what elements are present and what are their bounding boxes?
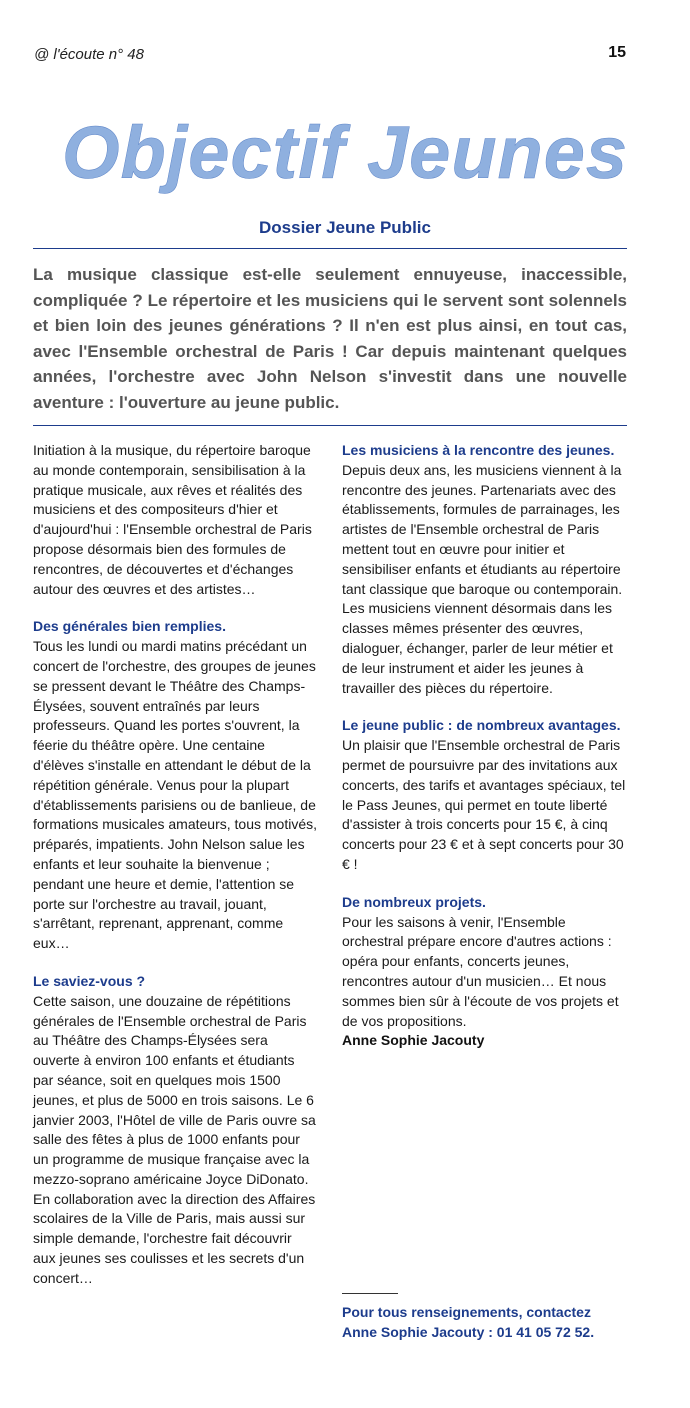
contact-line-1: Pour tous renseignements, contactez — [342, 1304, 591, 1320]
contact-rule — [342, 1293, 398, 1294]
paragraph-musiciens: Depuis deux ans, les musiciens viennent à la rencontre des jeunes. Partenariats avec des établissements, formules de parrainages, les artistes de l'Ensemble orchestral de Paris mettent tout en œuvre pour initier et sensibiliser enfants et étudiants au répertoire tant classique que baroque ou contemporain. Les musiciens viennent désormais dans les classes mêmes présenter des œuvres, dialoguer, échanger, parler de leur métier et de leur instrument et aider les jeunes à travailler des pièces du répertoire. — [342, 461, 623, 696]
right-column — [342, 441, 626, 1051]
paragraph-projets: Pour les saisons à venir, l'Ensemble orchestral prépare encore d'autres actions : opéra pour enfants, concerts jeunes, rencontres autour d'un musicien… Et nous sommes bien sûr à l'écoute de vos projets et de vos propositions. — [342, 913, 619, 1029]
heading-saviez-vous: Le saviez-vous ? — [33, 972, 146, 989]
article-title: Objectif Jeunes — [0, 110, 690, 195]
heading-projets: De nombreux projets. — [342, 893, 486, 910]
article-intro: La musique classique est-elle seulement ennuyeuse, inaccessible, compliquée ? Le répertoire et les musiciens qui le servent sont solennels et bien loin des jeunes générations ? Il n'en est plus ainsi, en tout cas, avec l'Ensemble orchestral de Paris ! Car depuis maintenant quelques années, l'orchestre avec John Nelson s'investit dans une nouvelle aventure : l'ouverture au jeune public. — [33, 265, 627, 412]
left-column — [33, 441, 317, 1289]
contact-line-2: Anne Sophie Jacouty : 01 41 05 72 52. — [342, 1324, 595, 1340]
heading-musiciens: Les musiciens à la rencontre des jeunes. — [342, 442, 615, 458]
author-name: Anne Sophie Jacouty — [342, 1032, 485, 1049]
bottom-divider — [33, 425, 627, 426]
paragraph-jeune-public: Un plaisir que l'Ensemble orchestral de Paris permet de poursuivre par des invitations aux concerts, des tarifs et avantages spéciaux, tel le Pass Jeunes, qui permet en toute liberté d'assister à trois concerts pour 15 €, à cinq concerts pour 23 € et à sept concerts pour 30 € ! — [342, 737, 626, 872]
article-subtitle: Dossier Jeune Public — [259, 218, 431, 237]
paragraph-generales: Tous les lundi ou mardi matins précédant un concert de l'orchestre, des groupes de jeunes se pressent devant le Théâtre des Champs-Élysées, souvent entraînés par leurs professeurs. Quand les portes s'ouvrent, la féerie du théâtre opère. Une centaine d'élèves s'installe en attendant le début de la répétition générale. Venus pour la plupart d'établissements parisiens ou de banlieue, de formations musicales amateurs, tous motivés, préparés, impatients. John Nelson salue les enfants et leur souhaite la bienvenue ; pendant une heure et demie, l'attention se porte sur l'orchestre au travail, jouant, s'arrêtant, reprenant, apprenant, comme eux… — [33, 638, 317, 952]
top-divider — [33, 248, 627, 249]
contact-box — [342, 1302, 642, 1342]
paragraph-initiation: Initiation à la musique, du répertoire baroque au monde contemporain, sensibilisation à la pratique musicale, aux rêves et réalités des musiciens et des compositeurs d'hier et d'aujourd'hui : l'Ensemble orchestral de Paris propose désormais bien des formules de rencontres, de découvertes et d'échanges autour des œuvres et des artistes… — [33, 442, 312, 597]
heading-generales: Des générales bien remplies. — [33, 618, 226, 635]
running-head: @ l'écoute n° 48 — [34, 46, 144, 63]
paragraph-saviez-vous: Cette saison, une douzaine de répétitions générales de l'Ensemble orchestral de Paris au Théâtre des Champs-Élysées sera ouverte à environ 100 enfants et étudiants par séance, soit en quelques mois 1500 jeunes, et plus de 5000 en trois saisons. Le 6 janvier 2003, l'Hôtel de ville de Paris ouvre sa salle des fêtes à plus de 1000 enfants pour un programme de musique française avec la mezzo-soprano américaine Joyce DiDonato. En collaboration avec la direction des Affaires scolaires de la Ville de Paris, mais aussi sur simple demande, l'orchestre fait découvrir aux jeunes ses coulisses et les secrets d'un concert… — [33, 992, 316, 1286]
page-number: 15 — [608, 44, 626, 61]
heading-jeune-public: Le jeune public : de nombreux avantages. — [342, 717, 621, 734]
